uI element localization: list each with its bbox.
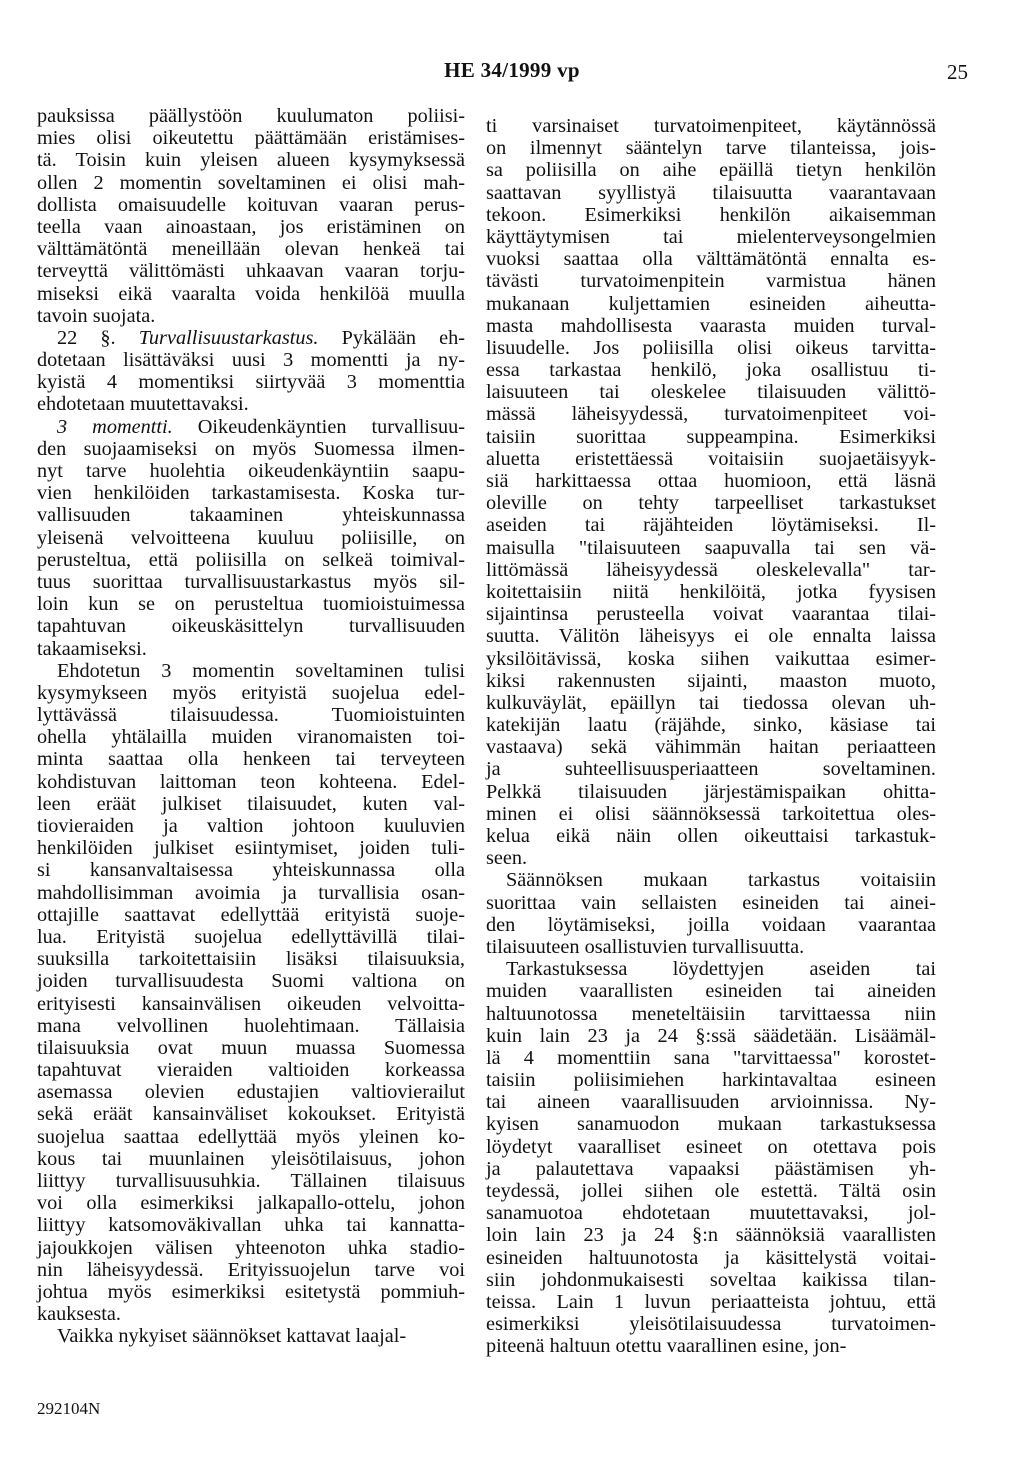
text-line: joiden turvallisuudesta Suomi valtiona on [37,970,465,993]
text-line: ja palautettava vapaaksi päästämisen yh- [486,1157,936,1180]
text-line: dollista omaisuudelle koituvan vaaran perus- [37,193,465,216]
text-line: ohella yhtälailla muiden viranomaisten toi- [37,726,465,749]
text-line: teissa. Lain 1 luvun periaatteista johtuu, että [486,1290,936,1313]
text-line: vien henkilöiden tarkastamisesta. Koska tur- [37,482,465,505]
text-line: tiovieraiden ja valtion johtoon kuuluvien [37,815,465,837]
text-line: tapahtuvan oikeuskäsittelyn turvallisuuden [37,615,465,638]
page-number: 25 [947,60,968,84]
text-line: kuin lain 23 ja 24 §:ssä säädetään. Lisäämäl- [486,1024,936,1047]
text-line: erityisesti kansainvälisen oikeuden velvoitta- [37,992,465,1015]
text-line: suorittaa vain sellaisten esineiden tai ainei- [486,891,936,914]
text-line: den löytämiseksi, joilla voidaan vaarantaa [486,913,936,936]
text-line: mukanaan kuljettamien esineiden aiheutta- [486,292,936,315]
text-line: tilaisuuteen osallistuvien turvallisuutta. [486,935,805,958]
text-line: mahdollisimman avoimia ja turvallisia osan- [37,881,465,904]
text-line: tä. Toisin kuin yleisen alueen kysymyksessä [37,149,465,172]
text-line: suuksilla tarkoitettaisiin lisäksi tilaisuuksia, [37,948,465,971]
text-line: ti varsinaiset turvatoimenpiteet, käytännössä [486,115,936,137]
text-line: johtua myös esimerkiksi esitetystä pommiuh- [37,1280,465,1303]
text-line: sanamuotoa ehdotetaan muutettavaksi, jol- [486,1202,936,1225]
text-line: minta saattaa olla henkeen tai terveyteen [37,748,465,771]
document-title: HE 34/1999 vp [444,58,580,82]
text-line: aseiden tai räjähteiden löytämiseksi. Il- [486,514,936,537]
left-column [37,105,465,1348]
text-line: 22 §. Turvallisuustarkastus. Pykälään eh- [57,326,465,349]
text-line: kelua eikä näin ollen oikeuttaisi tarkastuk- [486,825,936,847]
text-line: välttämätöntä meneillään olevan henkeä tai [37,238,465,261]
text-line: loin lain 23 ja 24 §:n säännöksiä vaarallisten [486,1224,936,1247]
text-line: ehdotetaan muutettavaksi. [37,393,249,416]
text-line: 3 momentti. Oikeudenkäyntien turvallisuu- [57,415,465,438]
text-line: yksilöitävissä, koska siihen vaikuttaa esimer- [486,647,936,670]
text-line: maisulla "tilaisuuteen saapuvalla tai sen vä- [486,536,936,559]
text-line: laisuuteen tai oleskelee tilaisuuden välittö- [486,381,936,404]
text-line: lä 4 momenttiin sana "tarvittaessa" korostet- [486,1046,936,1069]
text-line: kyistä 4 momentiksi siirtyvää 3 momenttia [37,371,465,394]
text-line: mies olisi oikeutettu päättämään eristämises- [37,127,465,150]
text-line: liittyy katsomoväkivallan uhka tai kannatta- [37,1214,465,1237]
text-line: masta mahdollisesta vaarasta muiden turval- [486,314,936,337]
text-line: muiden vaarallisten esineiden tai aineiden [486,980,936,1003]
text-line: katekijän laatu (räjähde, sinko, käsiase tai [486,714,936,737]
text-line: littömässä läheisyydessä oleskelevalla" tar- [486,558,936,581]
right-column [486,115,936,1358]
text-line: tävästi turvatoimenpitein varmistua hänen [486,270,936,293]
text-line: pauksissa päällystöön kuulumaton poliisi- [37,105,465,127]
text-line: kulkuväylät, epäillyn tai tiedossa olevan uh- [486,691,936,714]
text-line: essa tarkastaa henkilö, joka osallistuu ti- [486,359,936,382]
text-line: leen eräät julkiset tilaisuudet, kuten val- [37,792,465,815]
text-line: teydessä, jollei siihen ole estettä. Tältä osin [486,1180,936,1202]
text-line: löydetyt vaaralliset esineet on otettava pois [486,1135,936,1158]
text-line: tavoin suojata. [37,304,156,327]
text-line: oleville on tehty tarpeelliset tarkastukset [486,492,936,515]
text-line: kysymykseen myös erityistä suojelua edel- [37,681,465,704]
text-line: käyttäytymisen tai mielenterveysongelmien [486,225,936,248]
text-line: tuus suorittaa turvallisuustarkastus myös sil- [37,570,465,593]
text-line: mässä läheisyydessä, turvatoimenpiteet voi- [486,403,936,426]
text-line: teella vaan ainoastaan, jos eristäminen on [37,215,465,238]
text-line: dotetaan lisättäväksi uusi 3 momentti ja ny- [37,349,465,372]
text-line: Pelkkä tilaisuuden järjestämispaikan ohitta- [486,780,936,803]
text-line: saattavan syyllistyä tilaisuutta vaarantavaan [486,181,936,204]
text-line: tekoon. Esimerkiksi henkilön aikaisemman [486,203,936,226]
text-line: si kansanvaltaisessa yhteiskunnassa olla [37,859,465,882]
text-line: esineiden haltuunotosta ja käsittelystä voitai- [486,1246,936,1269]
text-line: kohdistuvan laittoman teon kohteena. Edel- [37,770,465,793]
text-line: koitettaisiin niitä henkilöitä, jotka fyysisen [486,580,936,603]
text-line: vuoksi saattaa olla välttämätöntä ennalta es- [486,248,936,271]
text-line: taisiin poliisimiehen harkintavaltaa esineen [486,1069,936,1092]
text-line: sijaintinsa perusteella voivat vaarantaa tilai- [486,603,936,626]
text-line: siä harkittaessa ottaa huomioon, että läsnä [486,470,936,492]
text-line: loin kun se on perusteltua tuomioistuimessa [37,593,465,616]
text-line: miseksi eikä vaaralta voida henkilöä muulla [37,282,465,305]
text-line: nyt tarve huolehtia oikeudenkäyntiin saapu- [37,460,465,482]
text-line: asemassa olevien edustajien valtiovierailut [37,1081,465,1104]
text-line: piteenä haltuun otettu vaarallinen esine, jon- [486,1335,847,1358]
text-line: liittyy turvallisuusuhkia. Tällainen tilaisuus [37,1170,465,1192]
text-line: lyttävässä tilaisuudessa. Tuomioistuinten [37,704,465,727]
text-line: siin johdonmukaisesti soveltaa kaikissa tilan- [486,1268,936,1291]
text-line: ollen 2 momentin soveltaminen ei olisi mah- [37,171,465,194]
text-line: seen. [486,847,528,870]
text-line: ja suhteellisuusperiaatteen soveltaminen. [486,758,936,781]
text-line: Tarkastuksessa löydettyjen aseiden tai [506,958,936,981]
text-line: haltuunotossa meneteltäisiin tarvittaessa niin [486,1002,936,1025]
text-line: Vaikka nykyiset säännökset kattavat laajal- [57,1325,407,1348]
text-line: kauksesta. [37,1303,121,1326]
text-line: on ilmennyt sääntelyn tarve tilanteissa, jois- [486,137,936,160]
text-line: terveyttä välittömästi uhkaavan vaaran torju- [37,260,465,283]
text-line: ottajille saattavat edellyttää erityistä suoje- [37,903,465,926]
text-line: perusteltua, että poliisilla on selkeä toimival- [37,548,465,571]
text-line: vastaava) sekä vähimmän haitan periaatteen [486,736,936,759]
text-line: kous tai muunlainen yleisötilaisuus, johon [37,1147,465,1170]
text-line: yleisenä velvoitteena kuuluu poliisille, on [37,526,465,549]
text-line: Ehdotetun 3 momentin soveltaminen tulisi [57,659,465,682]
print-code: 292104N [37,1399,101,1418]
text-line: nin läheisyydessä. Erityissuojelun tarve voi [37,1258,465,1281]
text-line: esimerkiksi yleisötilaisuudessa turvatoimen- [486,1313,936,1336]
text-line: henkilöiden julkiset esiintymiset, joiden tuli- [37,837,465,860]
text-line: lua. Erityistä suojelua edellyttävillä tilai- [37,925,465,948]
text-line: tapahtuvat vieraiden valtioiden korkeassa [37,1059,465,1082]
text-line: kiksi rakennusten sijainti, maaston muoto, [486,669,936,692]
text-line: jajoukkojen välisen yhteenoton uhka stadio- [37,1236,465,1259]
text-line: voi olla esimerkiksi jalkapallo-ottelu, johon [37,1192,465,1215]
text-line: tai aineen vaarallisuuden arvioinnissa. Ny- [486,1091,936,1114]
text-line: Säännöksen mukaan tarkastus voitaisiin [506,869,936,892]
text-line: den suojaamiseksi on myös Suomessa ilmen- [37,437,465,460]
text-line: suojelua saattaa edellyttää myös yleinen ko- [37,1125,465,1148]
text-line: vallisuuden takaaminen yhteiskunnassa [37,504,465,527]
text-line: minen ei olisi säännöksessä tarkoitettua oles- [486,802,936,825]
text-line: aluetta eristettäessä voitaisiin suojaetäisyyk- [486,447,936,470]
text-line: suutta. Välitön läheisyys ei ole ennalta laissa [486,625,936,648]
text-line: kyisen sanamuodon mukaan tarkastuksessa [486,1113,936,1136]
text-line: takaamiseksi. [37,637,147,660]
text-line: taisiin suorittaa suppeampina. Esimerkiksi [486,425,936,448]
text-line: tilaisuuksia ovat muun muassa Suomessa [37,1036,465,1059]
text-line: lisuudelle. Jos poliisilla olisi oikeus tarvitta- [486,336,936,359]
text-line: sekä eräät kansainväliset kokoukset. Erityistä [37,1103,465,1126]
text-line: mana velvollinen huolehtimaan. Tällaisia [37,1014,465,1037]
text-line: sa poliisilla on aihe epäillä tietyn henkilön [486,159,936,182]
